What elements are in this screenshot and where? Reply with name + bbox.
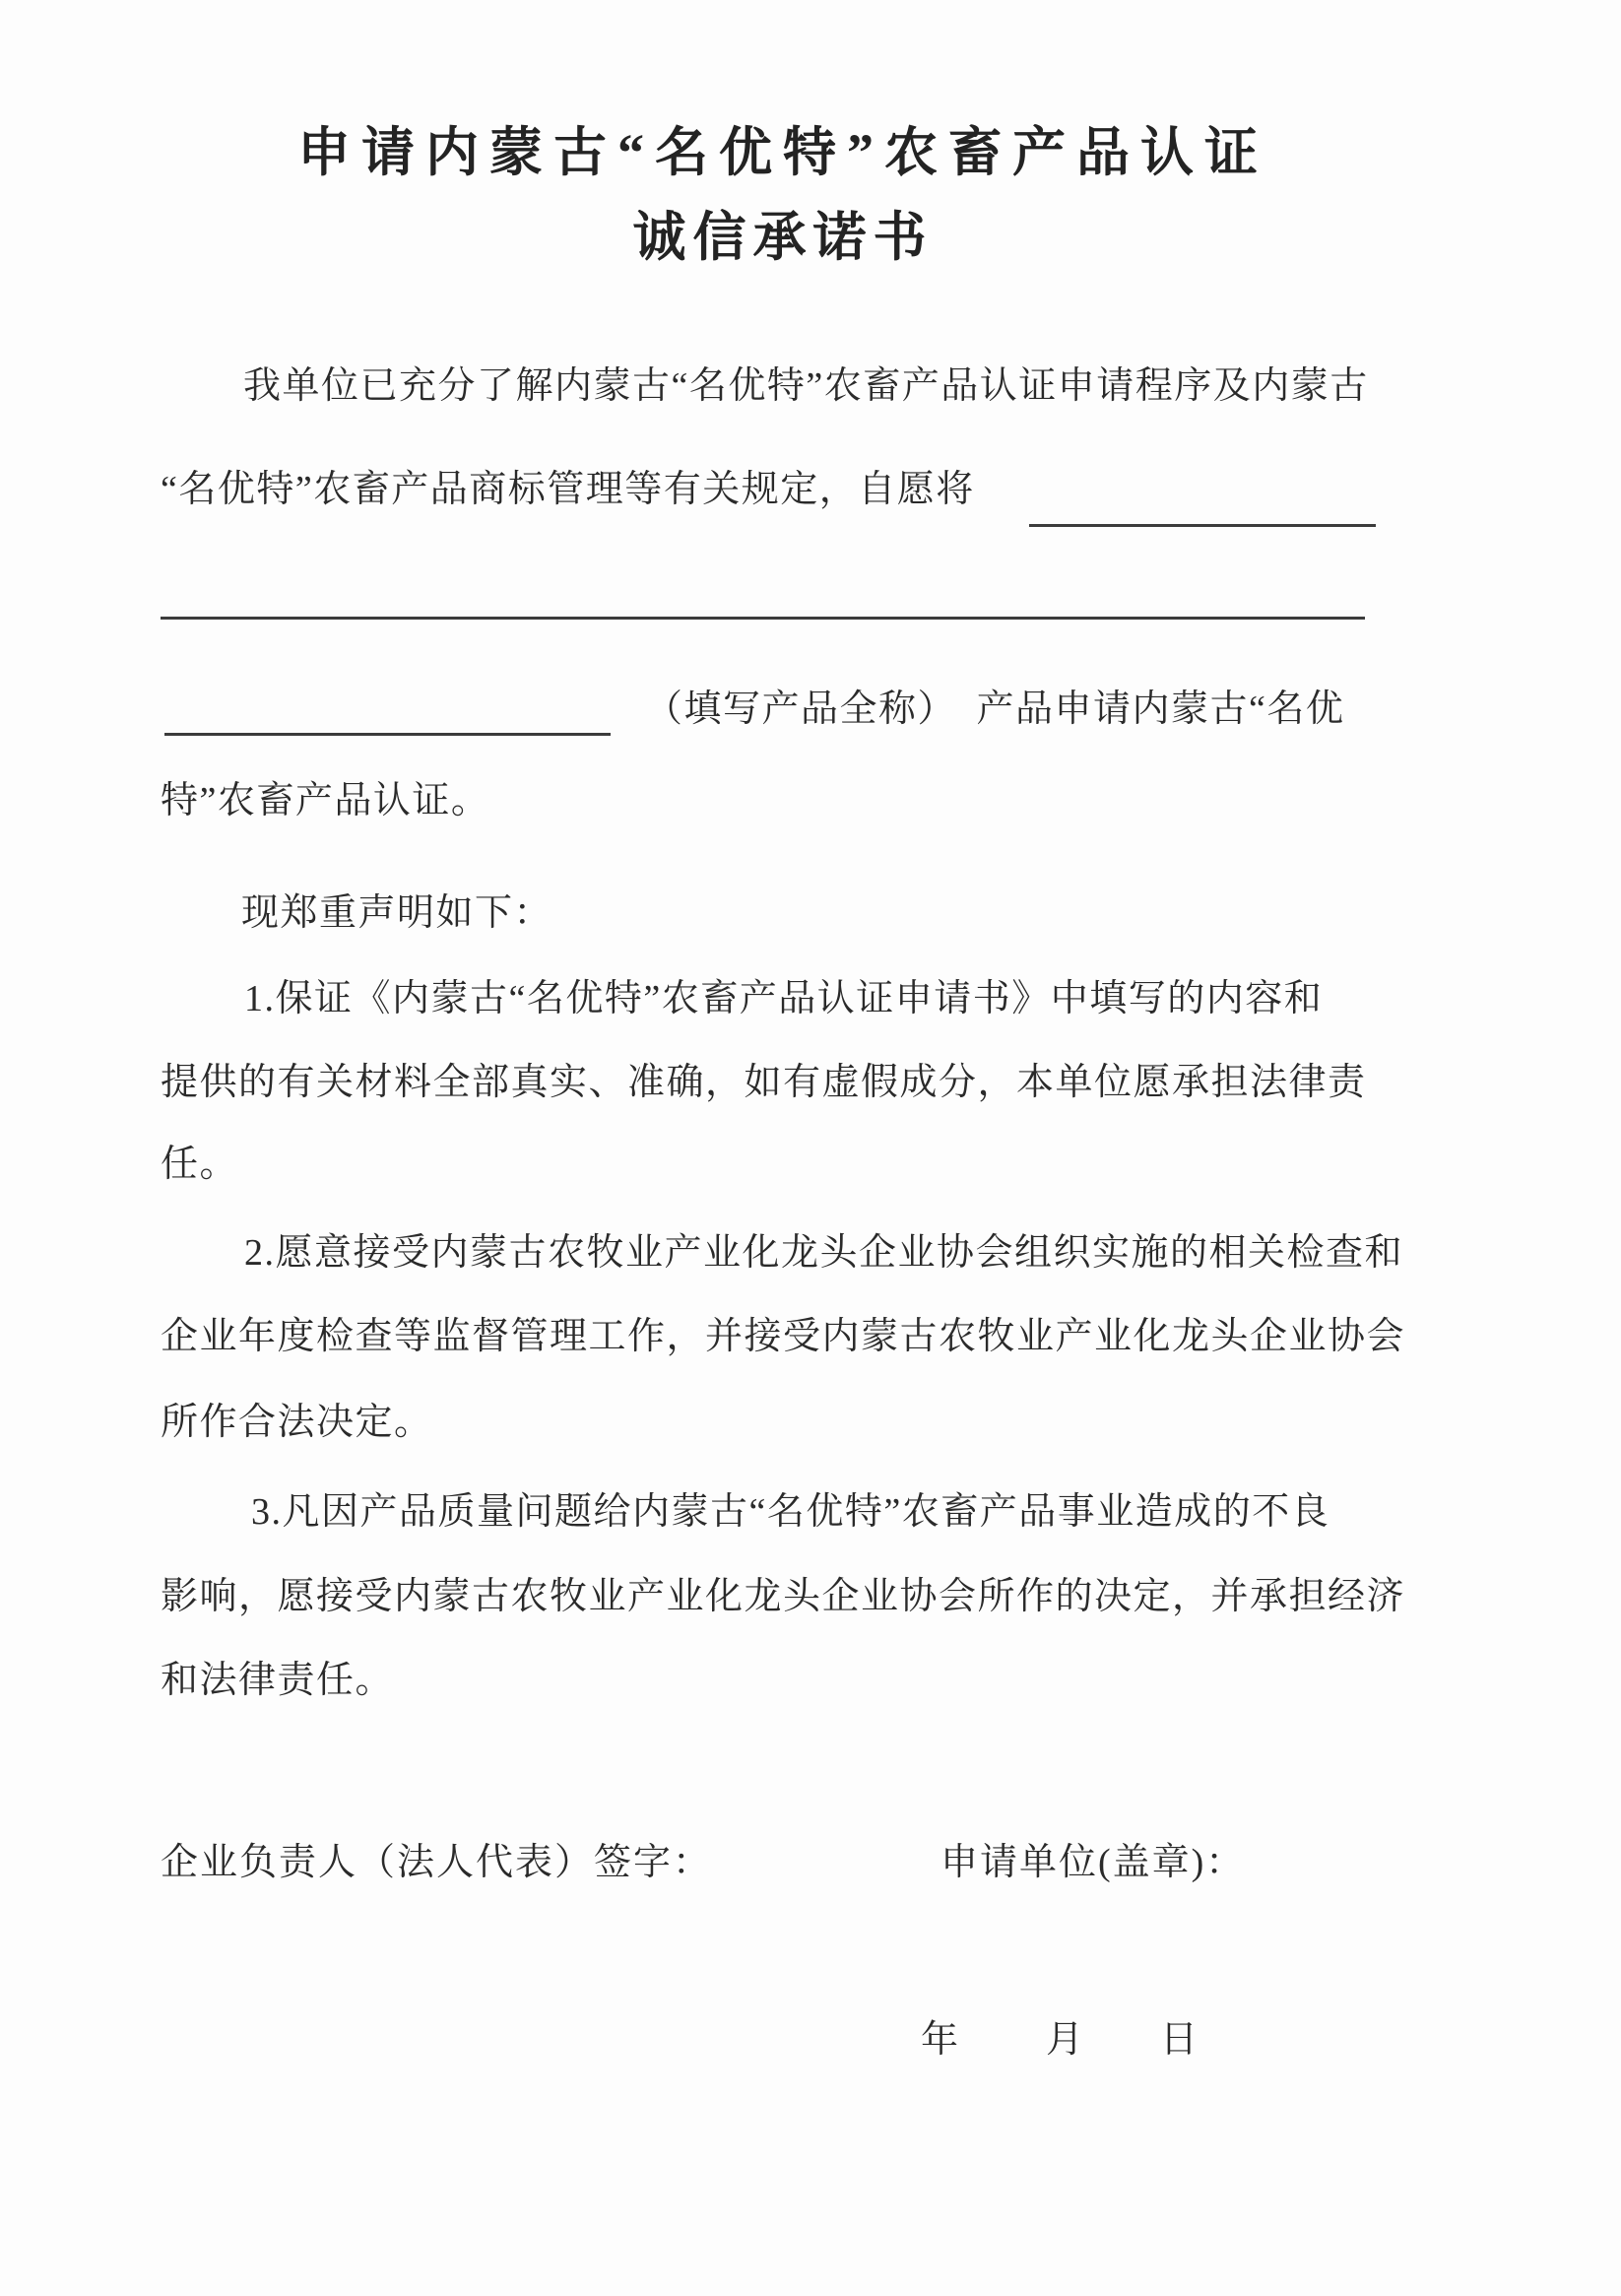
declaration-1-line-2: 提供的有关材料全部真实、准确，如有虚假成分，本单位愿承担法律责 bbox=[161, 1062, 1367, 1103]
signer-label: 企业负责人（法人代表）签字： bbox=[161, 1842, 713, 1883]
declaration-3-line-2: 影响，愿接受内蒙古农牧业产业化龙头企业协会所作的决定，并承担经济 bbox=[161, 1576, 1406, 1617]
declaration-1-line-1: 1.保证《内蒙古“名优特”农畜产品认证申请书》中填写的内容和 bbox=[244, 978, 1324, 1019]
date-day-label: 日 bbox=[1160, 2019, 1200, 2061]
product-name-blank-line-1 bbox=[1029, 524, 1376, 527]
intro-line-4: 特”农畜产品认证。 bbox=[161, 780, 490, 821]
intro-line-3: （填写产品全称） 产品申请内蒙古“名优 bbox=[645, 689, 1345, 730]
product-name-blank-line-2 bbox=[161, 617, 1365, 620]
intro-line-2: “名优特”农畜产品商标管理等有关规定，自愿将 bbox=[161, 469, 975, 510]
date-month-label: 月 bbox=[1046, 2019, 1085, 2061]
declaration-heading: 现郑重声明如下： bbox=[241, 892, 553, 934]
date-year-label: 年 bbox=[921, 2019, 960, 2061]
intro-line-1: 我单位已充分了解内蒙古“名优特”农畜产品认证申请程序及内蒙古 bbox=[243, 365, 1369, 407]
declaration-2-line-3: 所作合法决定。 bbox=[161, 1402, 433, 1443]
declaration-1-line-3: 任。 bbox=[161, 1144, 239, 1185]
declaration-2-line-1: 2.愿意接受内蒙古农牧业产业化龙头企业协会组织实施的相关检查和 bbox=[244, 1232, 1404, 1274]
applicant-seal-label: 申请单位(盖章)： bbox=[940, 1842, 1246, 1883]
document-title-line1: 申请内蒙古“名优特”农畜产品认证 bbox=[297, 123, 1268, 182]
declaration-3-line-1: 3.凡因产品质量问题给内蒙古“名优特”农畜产品事业造成的不良 bbox=[251, 1491, 1330, 1533]
document-title-line2: 诚信承诺书 bbox=[632, 208, 934, 267]
product-name-blank-line-3 bbox=[164, 733, 611, 736]
declaration-3-line-3: 和法律责任。 bbox=[161, 1660, 395, 1701]
declaration-2-line-2: 企业年度检查等监督管理工作，并接受内蒙古农牧业产业化龙头企业协会 bbox=[161, 1316, 1406, 1357]
